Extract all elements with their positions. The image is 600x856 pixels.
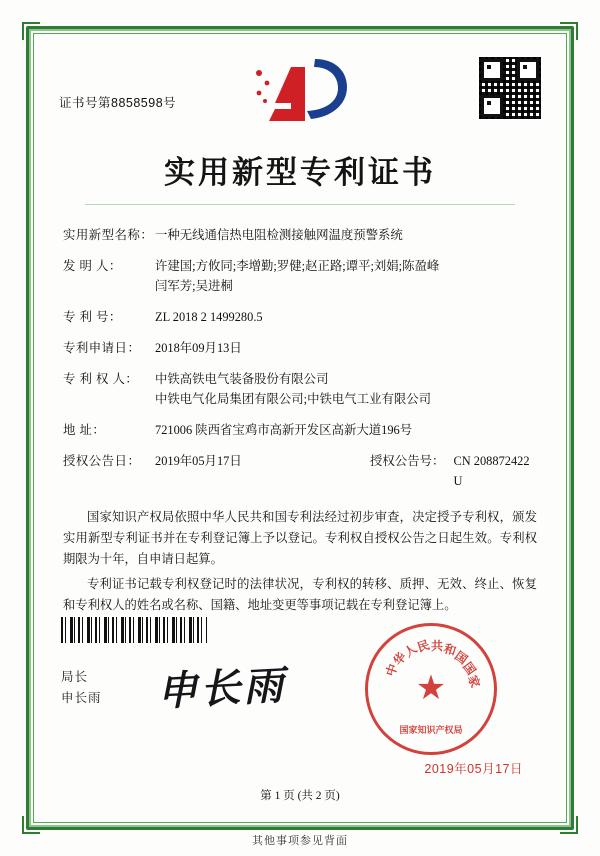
field-value-line2: 闫军芳;吴进桐: [155, 279, 233, 293]
field-value-wrap: [155, 256, 539, 296]
seal-star-icon: ★: [415, 670, 447, 707]
field-label: 专 利 号：: [63, 310, 122, 324]
official-seal: [365, 623, 497, 755]
handwritten-signature: 申长雨: [156, 662, 288, 715]
field-label: 专利申请日：: [63, 341, 141, 355]
field-value: 一种无线通信热电阻检测接触网温度预警系统: [155, 228, 403, 242]
qr-code: [477, 55, 543, 121]
director-name-label: 申长雨: [61, 691, 102, 705]
field-label: 专 利 权 人：: [63, 372, 139, 386]
field-row-inventors: [63, 256, 539, 296]
paragraph-1: 国家知识产权局依照中华人民共和国专利法经过初步审查，决定授予专利权，颁发实用新型专利证书并在专利登记簿上予以登记。专利权自授权公告之日起生效。专利权期限为十年，自申请日起算。: [63, 510, 537, 566]
page-number: 第 1 页 (共 2 页): [260, 790, 340, 802]
field-row-application-date: [63, 338, 539, 358]
field-row-patent-number: [63, 307, 539, 327]
page-title: 实用新型专利证书: [164, 155, 436, 190]
field-row-utility-model-name: [63, 225, 539, 245]
field-label: 实用新型名称：: [63, 228, 154, 242]
signature-labels: [61, 667, 102, 709]
certificate-number: 证书号第8858598号: [59, 96, 177, 110]
seal-date: 2019年05月17日: [424, 762, 523, 776]
field-value-line2: 中铁电气化局集团有限公司;中铁电气工业有限公司: [155, 392, 432, 406]
field-value: ZL 2018 2 1499280.5: [155, 310, 263, 324]
field-label-announcement-no: 授权公告号：: [370, 454, 445, 468]
field-label: 发 明 人：: [63, 259, 122, 273]
corner-ornament-top-left: [22, 22, 40, 40]
paragraph-2: 专利证书记载专利权登记时的法律状况，专利权的转移、质押、无效、终止、恢复和专利权人的姓名或名称、国籍、地址变更等事项记载在专利登记簿上。: [63, 577, 537, 612]
field-row-address: [63, 420, 539, 440]
field-value-wrap: [155, 369, 539, 409]
title-divider: [85, 204, 515, 205]
field-row-patentee: [63, 369, 539, 409]
legal-paragraphs: [45, 507, 555, 616]
field-label: 授权公告日：: [63, 454, 141, 468]
field-row-grant-announcement: [63, 451, 539, 491]
field-value: 许建国;方攸同;李增勤;罗健;赵正路;谭平;刘娟;陈盈峰: [155, 259, 440, 273]
field-value: 中铁高铁电气装备股份有限公司: [155, 372, 329, 386]
field-value: 2018年09月13日: [155, 341, 242, 355]
field-value-announcement-no: CN 208872422 U: [453, 454, 530, 488]
field-value-grant-date: 2019年05月17日: [155, 454, 242, 468]
barcode: [61, 617, 207, 643]
field-label: 地 址：: [63, 423, 106, 437]
footer-area: [45, 609, 555, 805]
corner-ornament-top-right: [560, 22, 578, 40]
footnote: 其他事项参见背面: [252, 835, 348, 847]
seal-arc-text-ring: 中 华 人 民 共 和 国 国 家: [383, 637, 483, 690]
director-title-label: 局长: [61, 670, 89, 684]
header-row: [45, 45, 555, 141]
field-value: 721006 陕西省宝鸡市高新开发区高新大道196号: [155, 423, 413, 437]
cnipa-logo-icon: [245, 53, 355, 133]
certificate-content: [45, 45, 555, 811]
fields-list: [45, 225, 555, 491]
seal-bottom-text: 国家知识产权局: [399, 725, 463, 735]
